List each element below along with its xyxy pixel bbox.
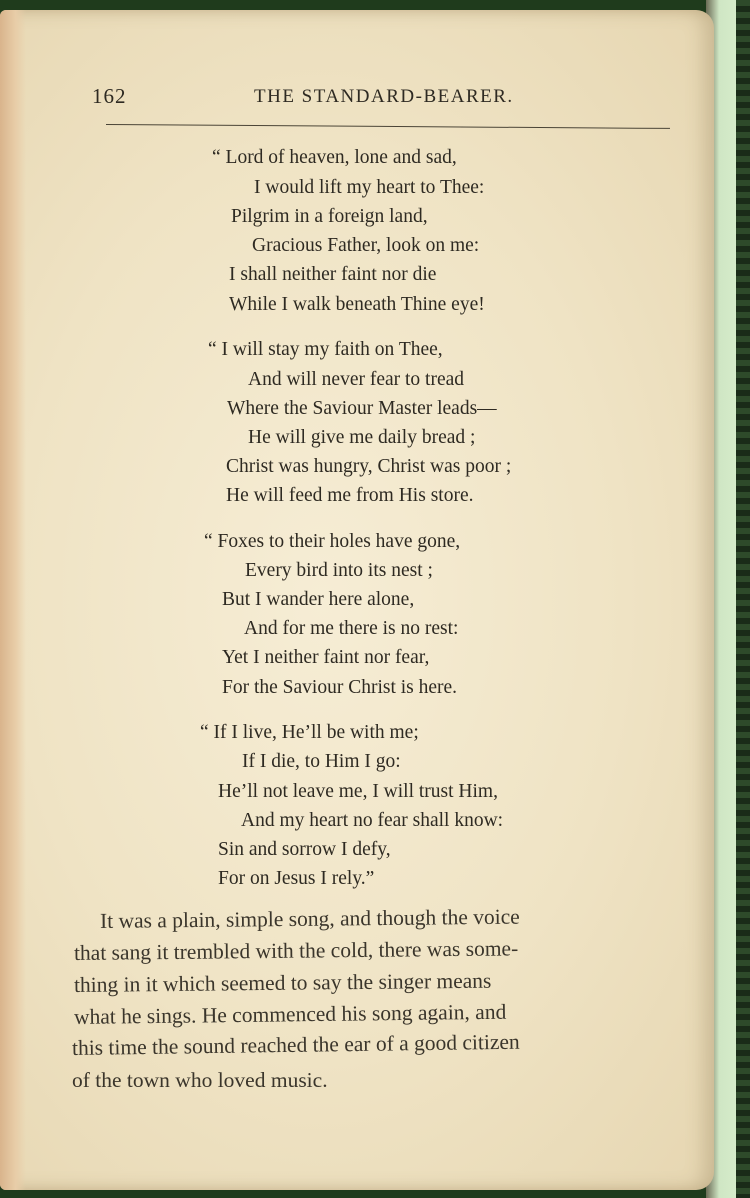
prose-line: thing in it which seemed to say the singer means	[73, 968, 492, 997]
verse-line: “ If I live, He’ll be with me;	[200, 722, 419, 743]
verse-line: “ Lord of heaven, lone and sad,	[212, 147, 457, 168]
verse-line: I would lift my heart to Thee:	[254, 177, 485, 198]
prose-line: that sang it trembled with the cold, there was some-	[73, 936, 519, 965]
cover-binding	[736, 0, 750, 1198]
verse-line: And for me there is no rest:	[244, 618, 459, 639]
verse-line: If I die, to Him I go:	[242, 751, 401, 772]
verse-line: For on Jesus I rely.”	[218, 868, 375, 889]
verse-line: “ Foxes to their holes have gone,	[204, 531, 461, 552]
verse-line: He’ll not leave me, I will trust Him,	[218, 781, 498, 802]
running-title: THE STANDARD-BEARER.	[254, 86, 514, 107]
verse-line: For the Saviour Christ is here.	[222, 677, 458, 698]
verse-line: Yet I neither faint nor fear,	[222, 647, 430, 668]
verse-line: I shall neither faint nor die	[229, 264, 437, 285]
prose-line: It was a plain, simple song, and though the voice	[99, 904, 520, 933]
verse-line: Where the Saviour Master leads—	[227, 398, 497, 419]
verse-line: Sin and sorrow I defy,	[218, 839, 391, 860]
verse-line: He will give me daily bread ;	[248, 427, 476, 448]
verse-line: Every bird into its nest ;	[245, 560, 433, 581]
verse-line: While I walk beneath Thine eye!	[229, 294, 485, 315]
verse-line: Christ was hungry, Christ was poor ;	[226, 456, 512, 477]
prose-line: what he sings. He commenced his song again, and	[73, 999, 507, 1029]
verse-line: Gracious Father, look on me:	[252, 235, 480, 256]
verse-line: But I wander here alone,	[222, 589, 415, 610]
verse-line: And my heart no fear shall know:	[241, 810, 504, 831]
verse-line: Pilgrim in a foreign land,	[231, 206, 428, 227]
verse-line: He will feed me from His store.	[226, 485, 474, 506]
page-number: 162	[92, 84, 127, 108]
prose-line: this time the sound reached the ear of a good citizen	[71, 1029, 520, 1060]
verse-line: And will never fear to tread	[248, 369, 465, 390]
prose-line: of the town who loved music.	[72, 1068, 328, 1092]
verse-line: “ I will stay my faith on Thee,	[208, 339, 443, 360]
